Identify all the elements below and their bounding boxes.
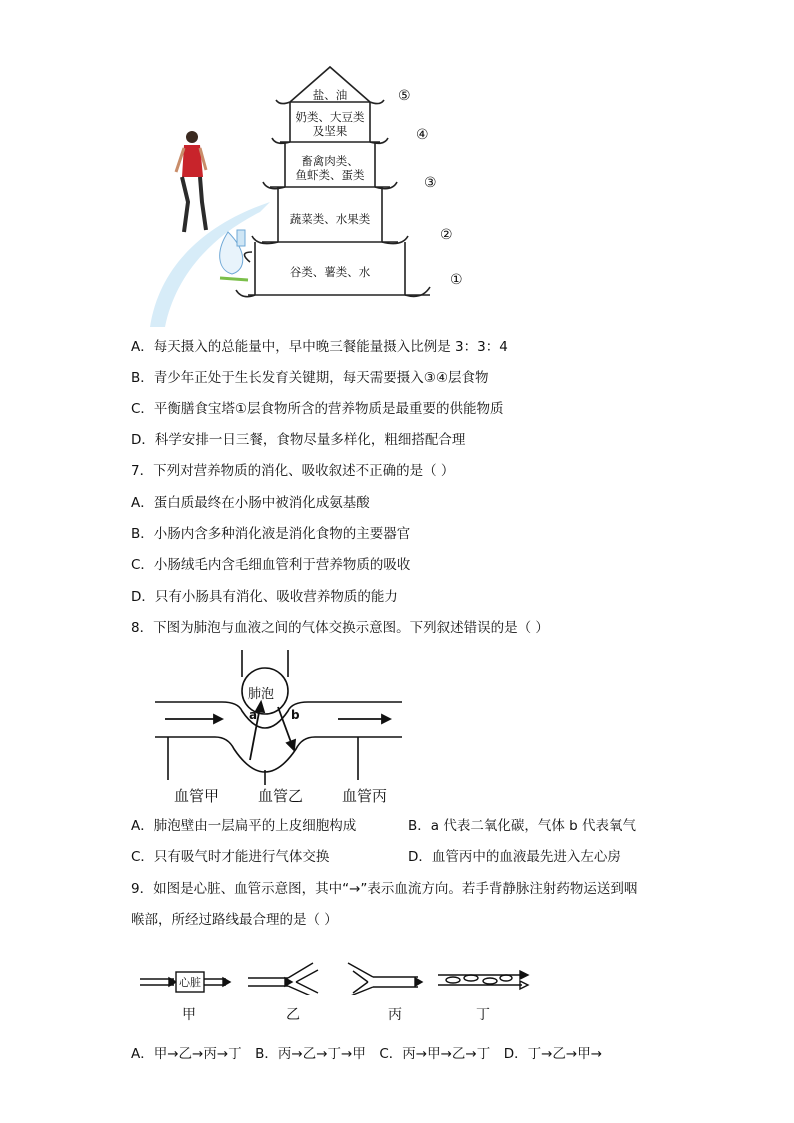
pyramid-level-4: 奶类、大豆类 及坚果 — [295, 110, 365, 138]
q6-option-b: B．青少年正处于生长发育关键期，每天需要摄入③④层食物 — [131, 370, 489, 386]
q8-option-c: C．只有吸气时才能进行气体交换 — [131, 849, 330, 865]
pyramid-num-3: ③ — [424, 175, 437, 191]
q7-option-d: D．只有小肠具有消化、吸收营养物质的能力 — [131, 589, 398, 605]
q9-stem-line2: 喉部，所经过路线最合理的是（ ） — [131, 912, 338, 928]
figure-label-jia: 甲 — [182, 1007, 196, 1023]
pyramid-num-4: ④ — [416, 127, 429, 143]
alveolus-gas-exchange-figure — [150, 645, 410, 810]
q8-option-d: D．血管丙中的血液最先进入左心房 — [408, 849, 621, 865]
q6-option-d: D．科学安排一日三餐，食物尽量多样化，粗细搭配合理 — [131, 432, 466, 448]
q7-option-c: C．小肠绒毛内含毛细血管利于营养物质的吸收 — [131, 557, 411, 573]
figure-label-yi: 乙 — [286, 1007, 300, 1023]
alveolus-label: 肺泡 — [248, 687, 275, 702]
q8-option-a: A．肺泡壁由一层扁平的上皮细胞构成 — [131, 818, 357, 834]
vessel-1-label: 血管甲 — [174, 787, 220, 805]
pyramid-illustration — [140, 62, 480, 332]
q8-option-b: B．a 代表二氧化碳，气体 b 代表氧气 — [408, 818, 636, 834]
pyramid-level-5: 盐、油 — [312, 88, 348, 102]
pyramid-level-2: 蔬菜类、水果类 — [289, 212, 371, 226]
figure-label-ding: 丁 — [476, 1007, 490, 1023]
q6-option-a: A．每天摄入的总能量中，早中晚三餐能量摄入比例是 3：3：4 — [131, 339, 508, 355]
q9-stem-line1: 9．如图是心脏、血管示意图，其中“→”表示血流方向。若手背静脉注射药物运送到咽 — [131, 881, 638, 897]
food-pyramid-figure — [140, 62, 480, 332]
q7-stem: 7．下列对营养物质的消化、吸收叙述不正确的是（ ） — [131, 463, 455, 479]
q7-option-b: B．小肠内含多种消化液是消化食物的主要器官 — [131, 526, 411, 542]
pyramid-num-1: ① — [450, 272, 463, 288]
pyramid-num-5: ⑤ — [398, 88, 411, 104]
q7-option-a: A．蛋白质最终在小肠中被消化成氨基酸 — [131, 495, 370, 511]
vessel-3-label: 血管丙 — [342, 787, 388, 805]
pyramid-num-2: ② — [440, 227, 453, 243]
q8-stem: 8．下图为肺泡与血液之间的气体交换示意图。下列叙述错误的是（ ） — [131, 620, 549, 636]
pyramid-level-3: 畜禽肉类、 鱼虾类、蛋类 — [295, 154, 365, 182]
pyramid-level-1: 谷类、薯类、水 — [289, 265, 371, 279]
gas-a-label: a — [249, 708, 258, 722]
q9-options: A．甲→乙→丙→丁 B．丙→乙→丁→甲 C．丙→甲→乙→丁 D．丁→乙→甲→ — [131, 1046, 603, 1062]
heart-label: 心脏 — [179, 976, 201, 989]
heart-vessels-figure — [138, 955, 538, 1025]
figure-label-bing: 丙 — [388, 1007, 402, 1023]
runner-icon — [150, 131, 270, 327]
vessel-2-label: 血管乙 — [258, 787, 304, 805]
gas-b-label: b — [291, 708, 300, 722]
q6-option-c: C．平衡膳食宝塔①层食物所含的营养物质是最重要的供能物质 — [131, 401, 504, 417]
